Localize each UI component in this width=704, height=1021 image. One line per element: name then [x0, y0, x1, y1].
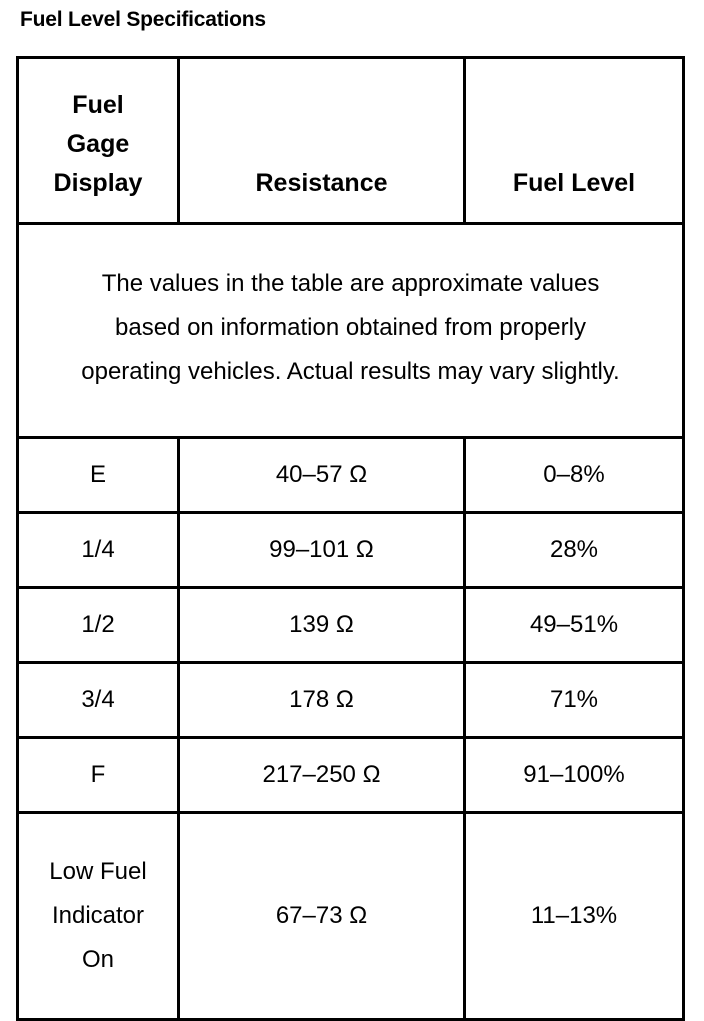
cell-gage-display: 1/2: [18, 588, 179, 663]
cell-resistance: 40–57 Ω: [179, 438, 465, 513]
cell-resistance: 67–73 Ω: [179, 813, 465, 1020]
cell-resistance: 139 Ω: [179, 588, 465, 663]
table-row: [18, 588, 684, 663]
cell-fuel-level: 0–8%: [465, 438, 684, 513]
cell-gage-display: E: [18, 438, 179, 513]
note-row: [18, 224, 684, 438]
cell-gage-display: 1/4: [18, 513, 179, 588]
cell-gage-display: 3/4: [18, 663, 179, 738]
cell-fuel-level: 91–100%: [465, 738, 684, 813]
cell-fuel-level: 11–13%: [465, 813, 684, 1020]
header-fuel-gage-display: Fuel Gage Display: [18, 58, 179, 224]
cell-fuel-level: 49–51%: [465, 588, 684, 663]
table-row: [18, 813, 684, 1020]
page-title: Fuel Level Specifications: [20, 8, 266, 31]
cell-resistance: 99–101 Ω: [179, 513, 465, 588]
header-fuel-level: Fuel Level: [465, 58, 684, 224]
table-row: [18, 513, 684, 588]
table-row: [18, 438, 684, 513]
table-note: The values in the table are approximate values based on information obtained from properly operating vehicles. Actual results may vary slightly.: [18, 224, 684, 438]
cell-gage-display: F: [18, 738, 179, 813]
cell-gage-display: Low Fuel Indicator On: [18, 813, 179, 1020]
cell-resistance: 178 Ω: [179, 663, 465, 738]
fuel-level-spec-table: [16, 56, 685, 1021]
cell-fuel-level: 28%: [465, 513, 684, 588]
table-header-row: [18, 58, 684, 224]
table-row: [18, 663, 684, 738]
header-resistance: Resistance: [179, 58, 465, 224]
cell-fuel-level: 71%: [465, 663, 684, 738]
table-row: [18, 738, 684, 813]
cell-resistance: 217–250 Ω: [179, 738, 465, 813]
